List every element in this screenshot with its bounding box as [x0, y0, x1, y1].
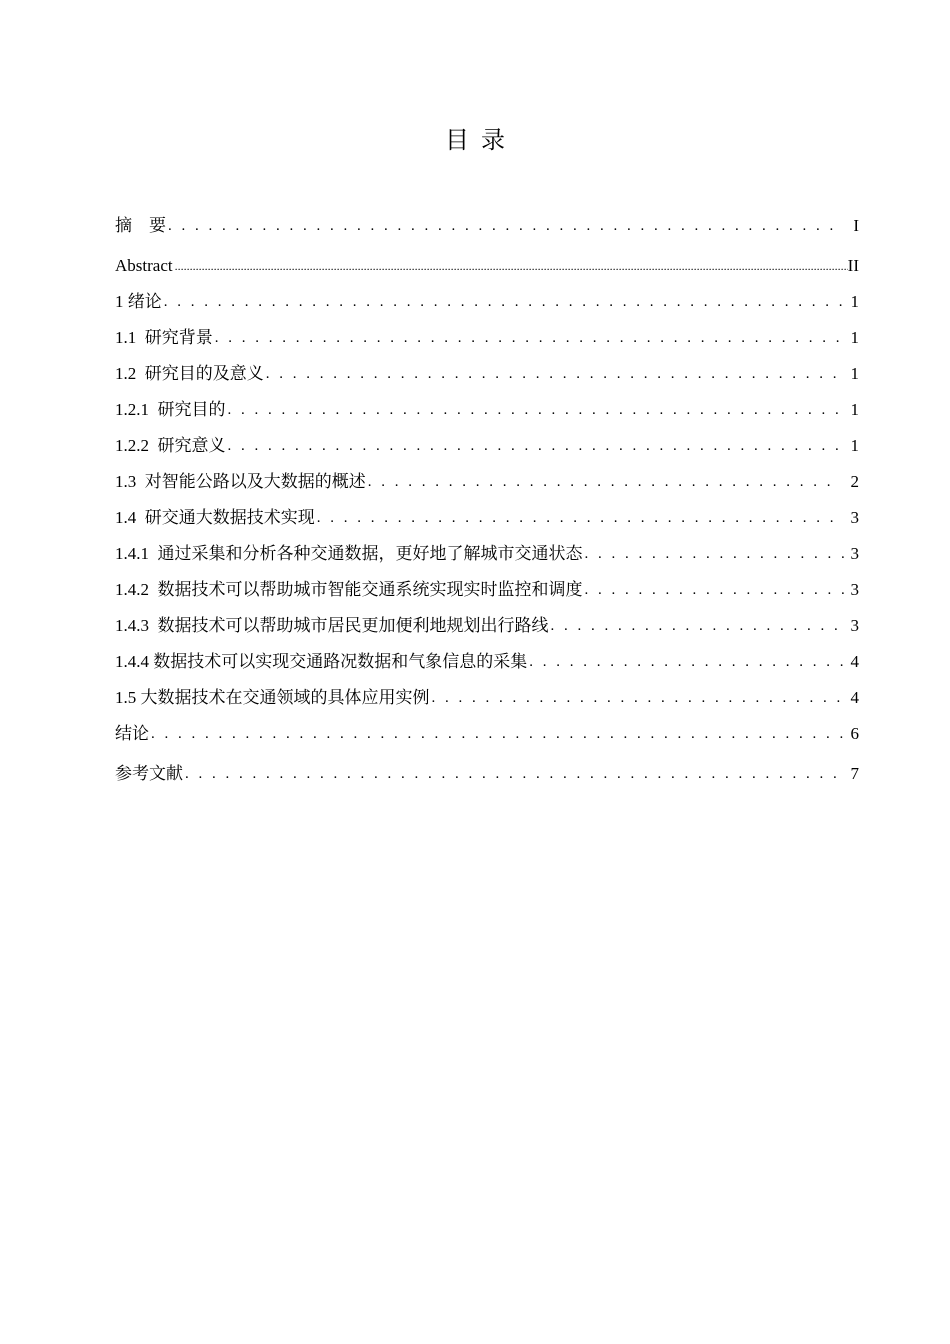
toc-leader-dots: [215, 320, 839, 356]
toc-entry-text: 1.2.1 研究目的: [115, 400, 226, 419]
toc-leader-dots: [175, 248, 848, 284]
toc-page-number: 1: [850, 328, 859, 347]
toc-entry[interactable]: [115, 756, 859, 792]
toc-entry-text: 1.1 研究背景: [115, 328, 213, 347]
toc-page-number: 3: [850, 616, 859, 635]
toc-entry[interactable]: [115, 248, 859, 284]
toc-leader-dots: [266, 356, 839, 392]
toc-page-number: 1: [850, 400, 859, 419]
table-of-contents: [115, 208, 859, 792]
toc-entry[interactable]: [115, 356, 859, 392]
toc-leader-dots: [585, 536, 847, 572]
toc-entry-text: 1.4 研交通大数据技术实现: [115, 508, 315, 527]
toc-page-number: 1: [850, 436, 859, 455]
toc-page-number: 4: [850, 688, 859, 707]
toc-leader-dots: [368, 464, 839, 500]
toc-entry-text: 1.4.2 数据技术可以帮助城市智能交通系统实现实时监控和调度: [115, 580, 583, 599]
toc-page-number: 4: [850, 652, 859, 671]
toc-entry-text: 摘 要: [115, 216, 166, 235]
toc-entry[interactable]: [115, 284, 859, 320]
toc-entry-text: 1.4.1 通过采集和分析各种交通数据，更好地了解城市交通状态: [115, 544, 583, 563]
toc-entry[interactable]: [115, 680, 859, 716]
toc-entry[interactable]: [115, 608, 859, 644]
toc-entry[interactable]: [115, 572, 859, 608]
toc-entry[interactable]: [115, 320, 859, 356]
toc-entry-text: 1.4.4 数据技术可以实现交通路况数据和气象信息的采集: [115, 652, 528, 671]
toc-entry-text: Abstract: [115, 256, 173, 275]
toc-page-number: II: [847, 256, 859, 275]
toc-leader-dots: [151, 716, 847, 752]
toc-entry[interactable]: [115, 464, 859, 500]
toc-page-number: 6: [850, 724, 859, 743]
toc-leader-dots: [585, 572, 847, 608]
toc-entry[interactable]: [115, 392, 859, 428]
toc-entry-text: 1.2 研究目的及意义: [115, 364, 264, 383]
toc-entry-text: 结论: [115, 724, 149, 743]
toc-page-number: 2: [850, 472, 859, 491]
toc-leader-dots: [228, 428, 847, 464]
toc-title: 目 录: [445, 128, 505, 154]
toc-leader-dots: [164, 284, 847, 320]
toc-entry[interactable]: [115, 208, 859, 244]
toc-page-number: 1: [850, 292, 859, 311]
toc-page-number: 7: [850, 764, 859, 783]
toc-entry-text: 1 绪论: [115, 292, 162, 311]
toc-page-number: 3: [850, 544, 859, 563]
toc-entry-text: 参考文献: [115, 764, 183, 783]
toc-page-number: 3: [850, 580, 859, 599]
toc-entry-text: 1.3 对智能公路以及大数据的概述: [115, 472, 366, 491]
toc-entry-text: 1.4.3 数据技术可以帮助城市居民更加便利地规划出行路线: [115, 616, 549, 635]
toc-entry[interactable]: [115, 428, 859, 464]
toc-entry[interactable]: [115, 536, 859, 572]
toc-page-number: 3: [850, 508, 859, 527]
toc-page-number: I: [853, 216, 859, 235]
toc-entry-text: 1.5 大数据技术在交通领域的具体应用实例: [115, 688, 430, 707]
toc-page-number: 1: [850, 364, 859, 383]
toc-entry-text: 1.2.2 研究意义: [115, 436, 226, 455]
toc-leader-dots: [551, 608, 847, 644]
toc-leader-dots: [185, 756, 847, 792]
toc-entry[interactable]: [115, 644, 859, 680]
toc-leader-dots: [317, 500, 839, 536]
toc-leader-dots: [432, 680, 847, 716]
toc-leader-dots: [168, 208, 841, 244]
toc-entry[interactable]: [115, 716, 859, 752]
toc-leader-dots: [529, 644, 846, 680]
toc-leader-dots: [228, 392, 847, 428]
toc-entry[interactable]: [115, 500, 859, 536]
